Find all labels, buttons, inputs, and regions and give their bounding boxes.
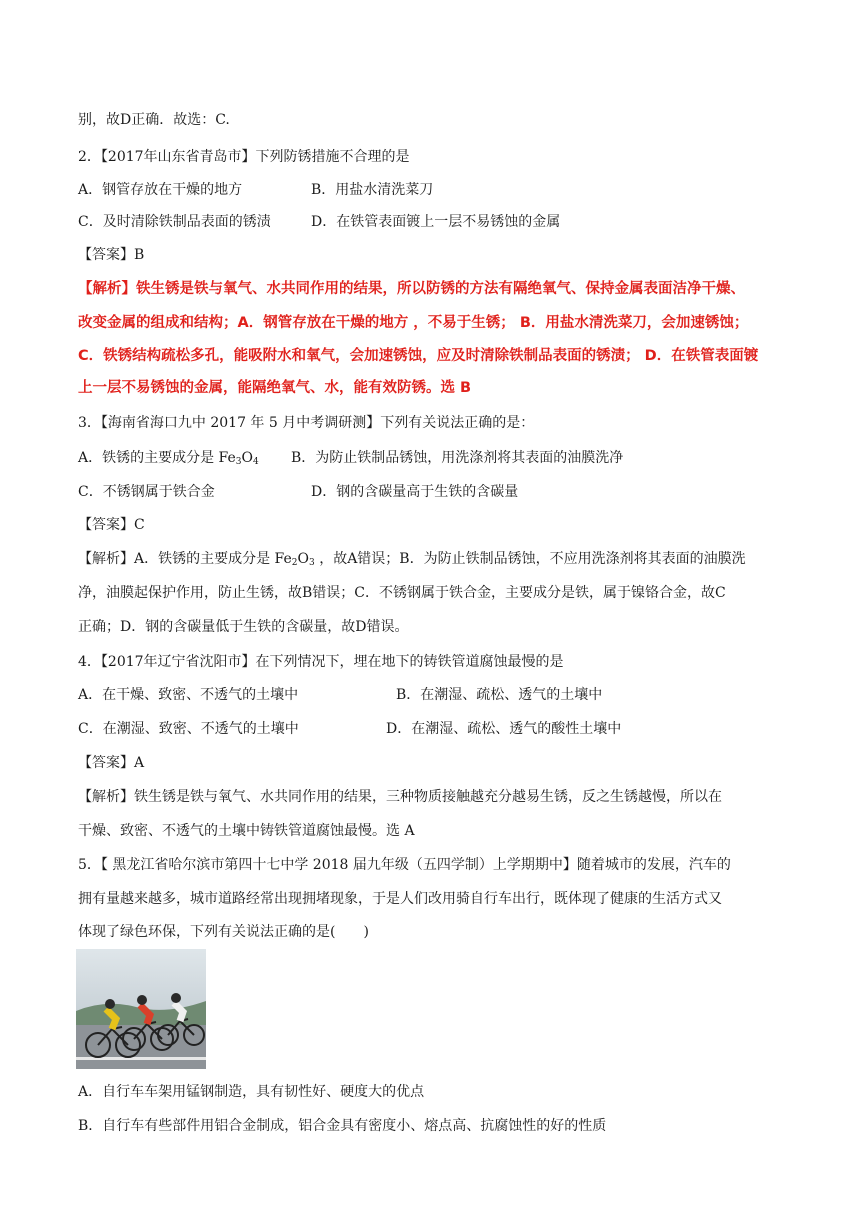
question-5-stem: 5．【 黑龙江省哈尔滨市第四十七中学 2018 届九年级（五四学制）上学期期中】随着城市的发展，汽车的 bbox=[78, 857, 731, 873]
cyclists-photo bbox=[76, 949, 206, 1069]
subscript: 4 bbox=[253, 457, 259, 467]
option-a: A．在干燥、致密、不透气的土壤中 bbox=[78, 687, 299, 703]
question-2-stem: 2．【2017年山东省青岛市】下列防锈措施不合理的是 bbox=[78, 149, 410, 165]
answer-label: 【答案】C bbox=[78, 517, 145, 533]
option-b: B．自行车有些部件用铝合金制成，铝合金具有密度小、熔点高、抗腐蚀性的好的性质 bbox=[78, 1118, 607, 1134]
formula-element: O bbox=[297, 551, 310, 567]
option-d: D．在潮湿、疏松、透气的酸性土壤中 bbox=[386, 721, 622, 737]
option-a: A．自行车车架用锰钢制造，具有韧性好、硬度大的优点 bbox=[78, 1084, 425, 1100]
subscript: 2 bbox=[291, 558, 298, 568]
option-a-text: A．铁锈的主要成分是 Fe bbox=[78, 450, 236, 466]
option-d: D．在铁管表面镀上一层不易锈蚀的金属 bbox=[311, 214, 561, 230]
explanation-text: 【解析】A．铁锈的主要成分是 Fe bbox=[78, 551, 292, 567]
subscript: 3 bbox=[309, 558, 315, 568]
option-a: A．钢管存放在干燥的地方 bbox=[78, 182, 243, 198]
question-3-stem: 3．【海南省海口九中 2017 年 5 月中考调研测】下列有关说法正确的是： bbox=[78, 415, 535, 431]
formula-element: O bbox=[241, 450, 254, 466]
option-b: B．为防止铁制品锈蚀，用洗涤剂将其表面的油膜洗净 bbox=[291, 450, 624, 466]
question-4-stem: 4．【2017年辽宁省沈阳市】在下列情况下，埋在地下的铸铁管道腐蚀最慢的是 bbox=[78, 654, 564, 670]
explanation-text: ，故A错误；B．为防止铁制品锈蚀，不应用洗涤剂将其表面的油膜洗 bbox=[314, 551, 746, 567]
text-line: 别，故D正确．故选：C. bbox=[78, 112, 230, 128]
explanation-line: 净，油膜起保护作用，防止生锈，故B错误；C．不锈钢属于铁合金，主要成分是铁，属于镍铬合金，故C bbox=[78, 585, 726, 601]
explanation-line: C．铁锈结构疏松多孔，能吸附水和氧气，会加速锈蚀，应及时清除铁制品表面的锈渍； D．在铁管表面镀 bbox=[78, 348, 759, 364]
explanation-line: 干燥、致密、不透气的土壤中铸铁管道腐蚀最慢。选 A bbox=[78, 823, 415, 839]
answer-label: 【答案】A bbox=[78, 755, 145, 771]
question-5-stem: 体现了绿色环保，下列有关说法正确的是( ) bbox=[78, 924, 369, 940]
explanation-line: 【解析】铁生锈是铁与氧气、水共同作用的结果，三种物质接触越充分越易生锈，反之生锈越慢，所以在 bbox=[78, 789, 722, 805]
option-b: B．在潮湿、疏松、透气的土壤中 bbox=[396, 687, 603, 703]
explanation-line: 正确；D．钢的含碳量低于生铁的含碳量，故D错误。 bbox=[78, 619, 409, 635]
explanation-line: 上一层不易锈蚀的金属，能隔绝氧气、水，能有效防锈。选 B bbox=[78, 380, 472, 396]
option-c: C．及时清除铁制品表面的锈渍 bbox=[78, 214, 271, 230]
subscript: 3 bbox=[235, 457, 242, 467]
option-c: C．在潮湿、致密、不透气的土壤中 bbox=[78, 721, 299, 737]
option-a bbox=[78, 448, 259, 468]
explanation-line: 【解析】铁生锈是铁与氧气、水共同作用的结果，所以防锈的方法有隔绝氧气、保持金属表面洁净干燥、 bbox=[78, 281, 745, 297]
option-c: C．不锈钢属于铁合金 bbox=[78, 484, 215, 500]
option-b: B．用盐水清洗菜刀 bbox=[311, 182, 434, 198]
cyclists-illustration bbox=[76, 949, 206, 1069]
question-5-stem: 拥有量越来越多，城市道路经常出现拥堵现象，于是人们改用骑自行车出行，既体现了健康的生活方式又 bbox=[78, 891, 722, 907]
answer-label: 【答案】B bbox=[78, 247, 145, 263]
explanation-line bbox=[78, 549, 798, 569]
explanation-line: 改变金属的组成和结构；A．钢管存放在干燥的地方 ，不易于生锈； B．用盐水清洗菜刀，会加速锈蚀； bbox=[78, 315, 749, 331]
option-d: D．钢的含碳量高于生铁的含碳量 bbox=[311, 484, 519, 500]
